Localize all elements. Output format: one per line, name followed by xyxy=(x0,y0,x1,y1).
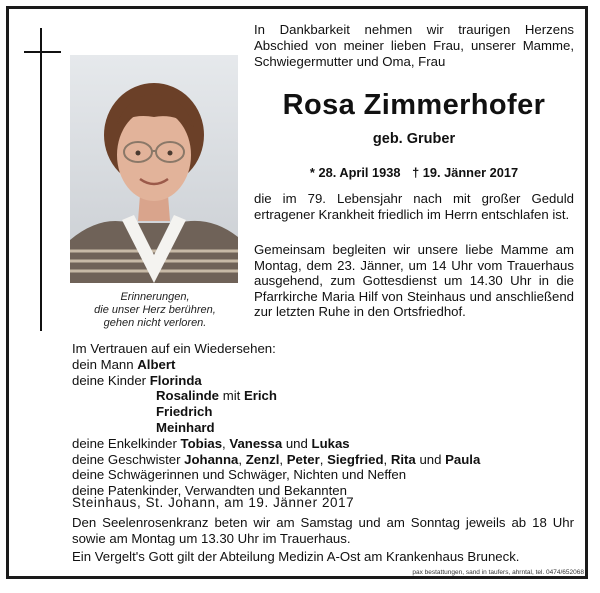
photo-caption xyxy=(75,291,235,330)
children-line xyxy=(72,420,582,436)
life-dates xyxy=(254,165,574,181)
caption-line: die unser Herz berühren, xyxy=(94,304,216,316)
siblings-and: und xyxy=(419,451,442,467)
deceased-name: Rosa Zimmerhofer xyxy=(282,89,546,121)
sibling-name: Siegfried xyxy=(327,451,384,467)
cross-icon-bar xyxy=(24,51,61,53)
death-date: † 19. Jänner 2017 xyxy=(412,165,519,180)
mourners-list xyxy=(72,341,582,499)
passing-paragraph: die im 79. Lebensjahr nach mit großer Geduld ertragener Krankheit friedlich im Herrn entschlafen ist. xyxy=(254,191,574,222)
children-line xyxy=(72,404,582,420)
grandchild-name: Tobias xyxy=(180,435,223,451)
husband-prefix: dein Mann xyxy=(72,356,134,372)
children-prefix: deine Kinder xyxy=(72,372,147,388)
sibling-name: Zenzl xyxy=(245,451,280,467)
child-name: Meinhard xyxy=(156,419,215,435)
grandchild-name: Vanessa xyxy=(229,435,283,451)
children-line xyxy=(72,373,582,389)
inlaws-line: deine Schwägerinnen und Schwäger, Nichten und Neffen xyxy=(72,467,407,483)
place-date: Steinhaus, St. Johann, am 19. Jänner 2017 xyxy=(72,495,355,510)
caption-line: gehen nicht verloren. xyxy=(103,317,207,329)
children-line xyxy=(72,388,582,404)
grandchildren-line: deine Enkelkinder Tobias, Vanessa und Lukas xyxy=(72,435,350,451)
intro-text: In Dankbarkeit nehmen wir traurigen Herzens Abschied von meiner lieben Frau, unserer Mamme, Schwiegermutter und Oma, Frau xyxy=(254,22,574,69)
sibling-name: Peter xyxy=(286,451,320,467)
maiden-name: geb. Gruber xyxy=(372,131,456,147)
rosary-notice: Den Seelenrosenkranz beten wir am Samstag und am Sonntag jeweils ab 18 Uhr sowie am Montag um 13.30 Uhr im Trauerhaus. xyxy=(72,515,574,546)
child-name: Friedrich xyxy=(156,404,213,420)
siblings-line: deine Geschwister Johanna, Zenzl, Peter, Siegfried, Rita und Paula xyxy=(72,451,481,467)
grandchildren-prefix: deine Enkelkinder xyxy=(72,435,177,451)
thanks-note: Ein Vergelt's Gott gilt der Abteilung Medizin A-Ost am Krankenhaus Bruneck. xyxy=(72,549,520,564)
husband-name: Albert xyxy=(137,356,176,372)
child-with: mit xyxy=(222,388,241,404)
cross-icon xyxy=(40,28,42,331)
funeral-paragraph: Gemeinsam begleiten wir unsere liebe Mamme am Montag, dem 23. Jänner, um 14 Uhr vom Trauerhaus ausgehend, zum Gottesdienst um 14.30 Uhr in die Pfarrkirche Maria Hilf von Steinhaus und anschließend zur letzten Ruhe in den Ortsfriedhof. xyxy=(254,242,574,319)
undertaker-credit: pax bestattungen, sand in taufers, ahrntal, tel. 0474/652068 xyxy=(412,569,584,576)
birth-date: * 28. April 1938 xyxy=(309,165,401,180)
child-name: Florinda xyxy=(149,372,202,388)
grandchildren-and: und xyxy=(285,435,308,451)
siblings-prefix: deine Geschwister xyxy=(72,451,181,467)
mourners-intro: Im Vertrauen auf ein Wiedersehen: xyxy=(72,341,276,356)
godchildren-line: deine Patenkinder, Verwandten und Bekannten xyxy=(72,483,347,499)
sibling-name: Paula xyxy=(445,451,481,467)
child-name: Rosalinde xyxy=(156,388,220,404)
child-partner-name: Erich xyxy=(243,388,277,404)
husband-line xyxy=(72,357,582,373)
sibling-name: Rita xyxy=(390,451,416,467)
grandchild-name: Lukas xyxy=(311,435,350,451)
portrait-photo xyxy=(70,55,238,283)
sibling-name: Johanna xyxy=(184,451,239,467)
caption-line: Erinnerungen, xyxy=(120,291,190,303)
